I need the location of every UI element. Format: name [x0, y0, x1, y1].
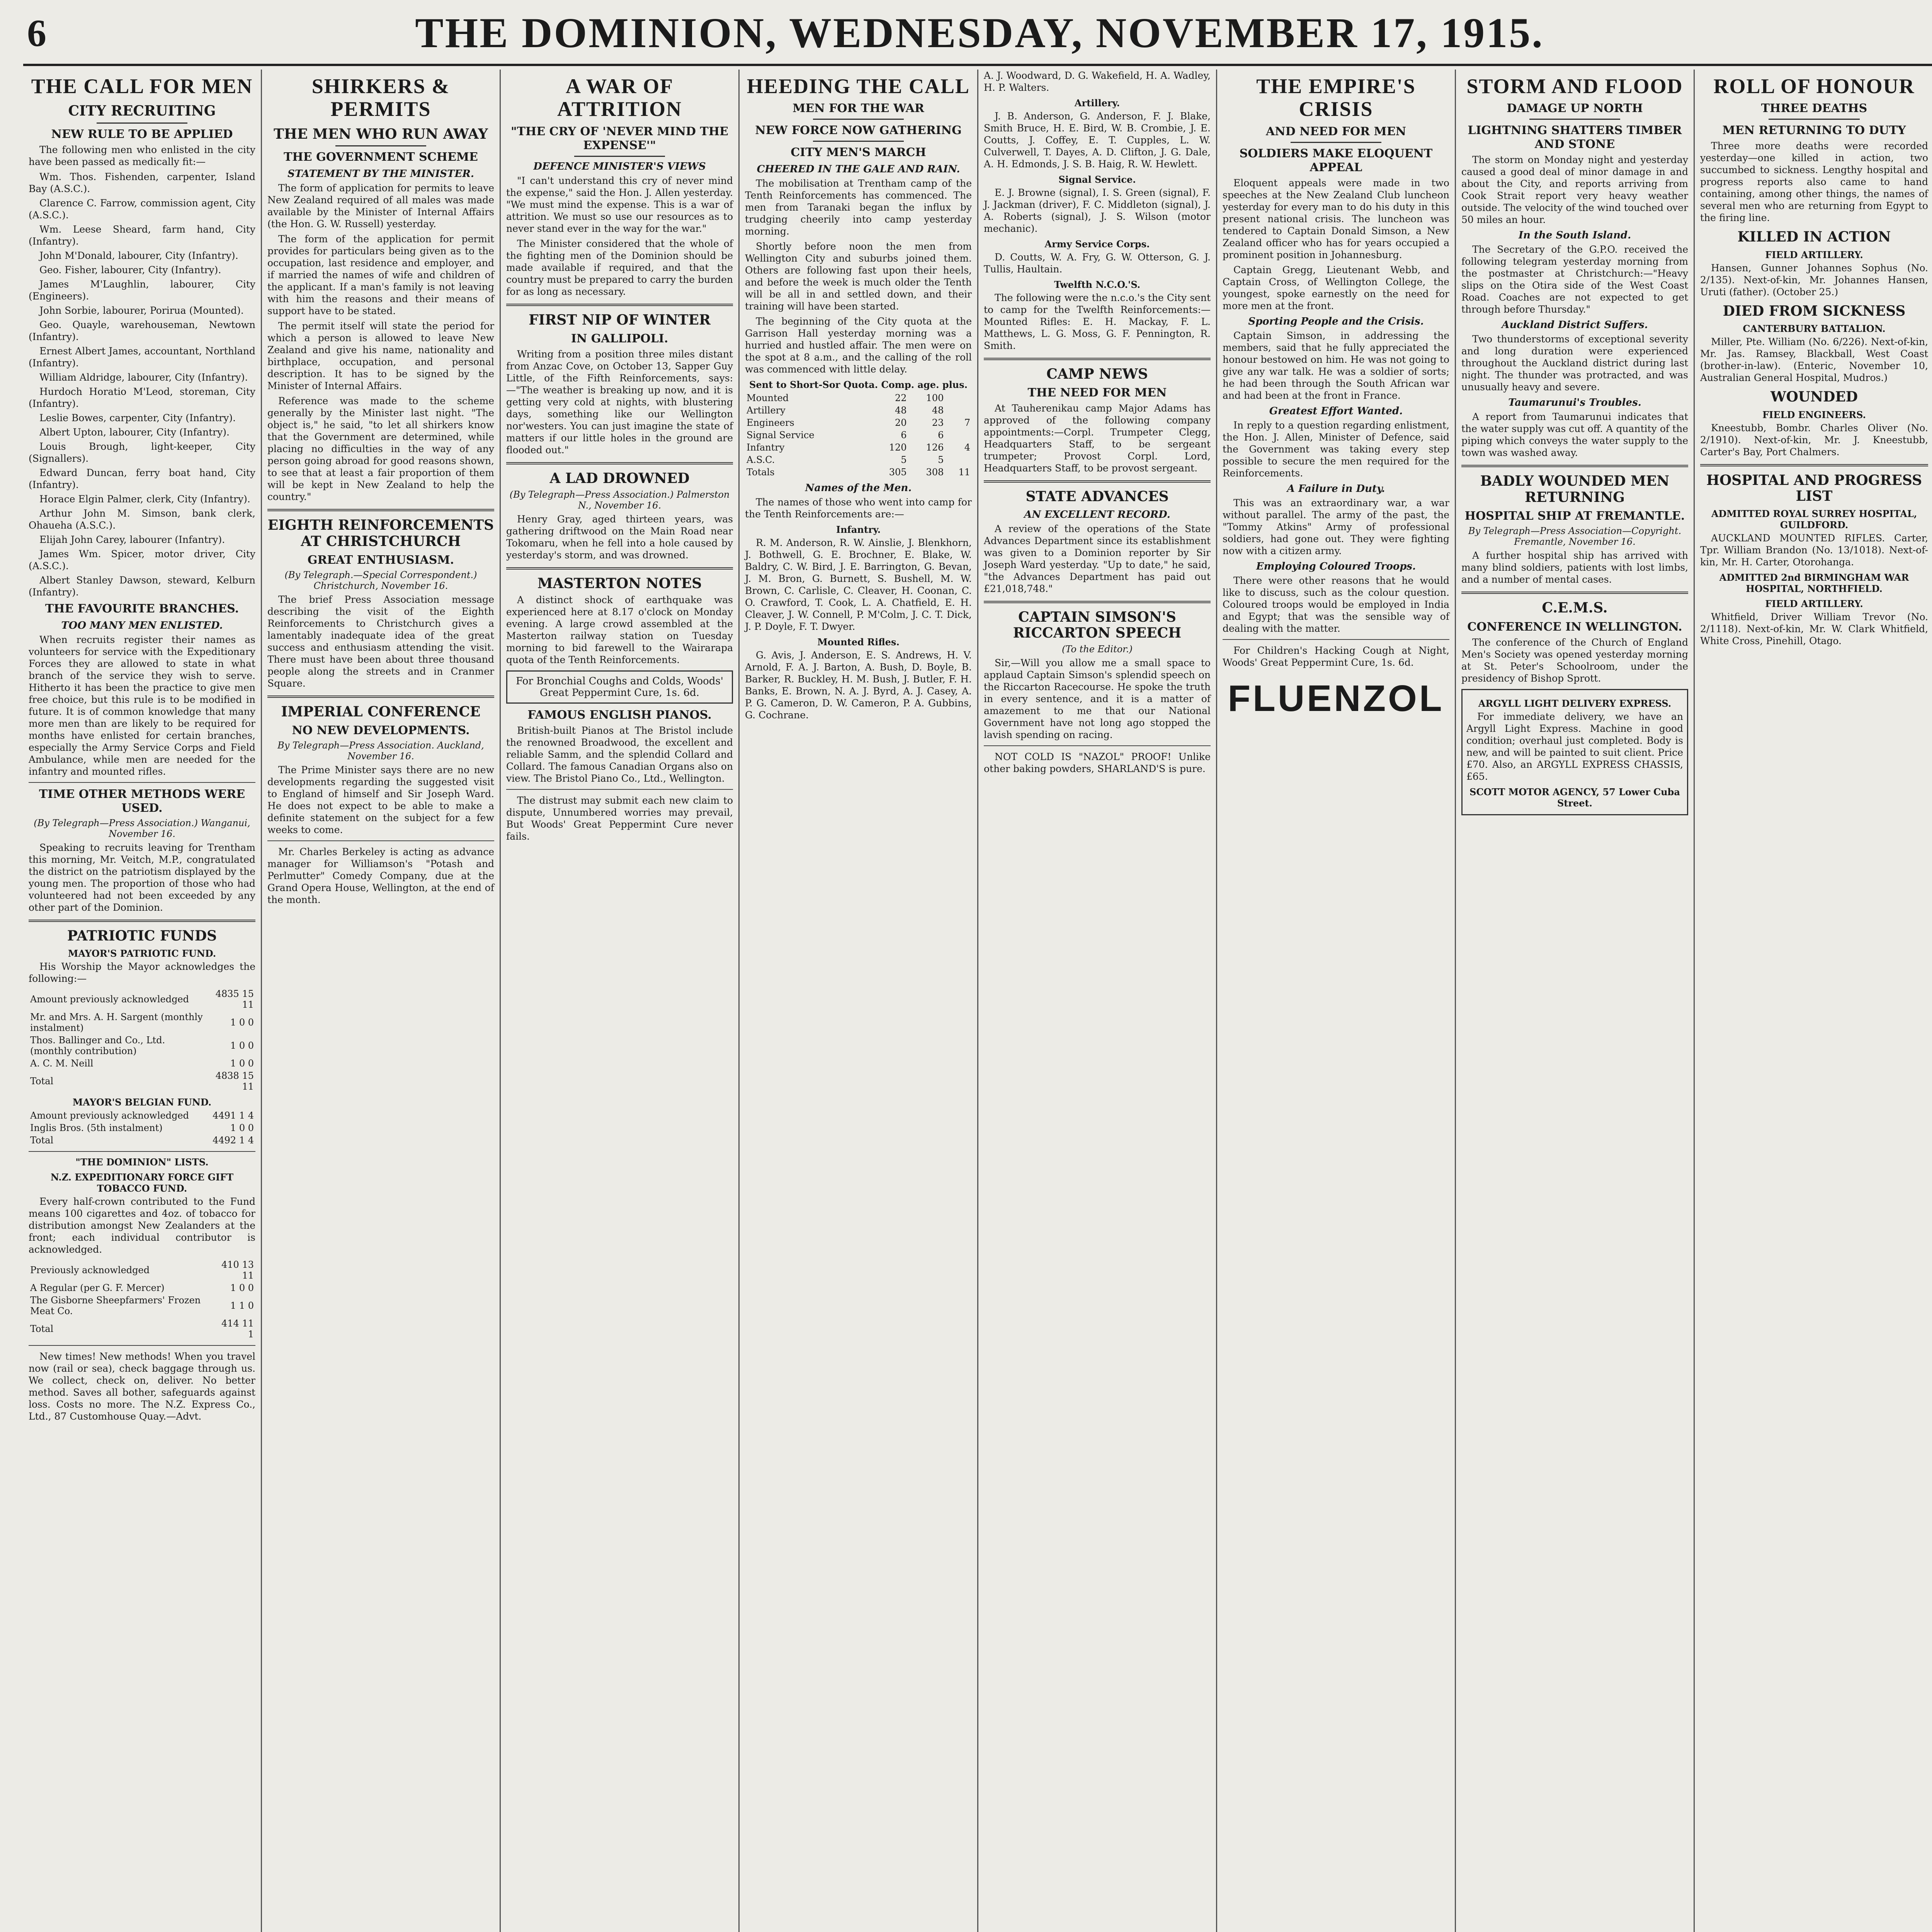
divider	[1529, 119, 1620, 120]
table-row	[29, 1011, 255, 1034]
names-intro: The names of those who went into camp for the Tenth Reinforcements are:—	[745, 497, 972, 520]
lists-sub: N.Z. EXPEDITIONARY FORCE GIFT TOBACCO FUND.	[50, 1172, 234, 1194]
fund-item: Total	[30, 1076, 54, 1087]
divider	[506, 304, 733, 306]
shirkers-body-2: The form of the application for permit provides for particulars being given as to the occupation, last residence and employer, and if married the names of wife and children of the applicant. If a man's family is not leaving with him the reasons and their means of support have to be stated.	[267, 233, 494, 317]
shirkers-body-4: Reference was made to the scheme generally by the Minister last night. "The object is," he said, "to let all shirkers know that the Government are determined, while placing no difficulties in the way of any person going abroad for good reasons shown, to see that at least a fair proportion of them will be kept in New Zealand to help the country."	[267, 395, 494, 503]
wounded-byline: By Telegraph—Press Association—Copyright. Fremantle, November 16.	[1468, 526, 1682, 548]
simson-heading: CAPTAIN SIMSON'S RICCARTON SPEECH	[1013, 609, 1182, 641]
fund-value: 410 13 11	[221, 1259, 254, 1281]
list-item: John Sorbie, labourer, Porirua (Mounted).	[39, 304, 244, 316]
column-2-sub3: STATEMENT BY THE MINISTER.	[287, 168, 474, 180]
column-4-sub4: CHEERED IN THE GALE AND RAIN.	[757, 163, 960, 175]
divider	[29, 782, 255, 783]
names-heading: Names of the Men.	[805, 482, 912, 494]
express-ad: New times! New methods! When you travel now (rail or sea), check baggage through us. We collect, check on, deliver. No better method. Saves all bother, safeguards against loss. Costs no more. The N.Z. Express Co., Ltd., 87 Customhouse Quay.—Advt.	[29, 1351, 255, 1422]
rifles-heading: Mounted Rifles.	[817, 636, 900, 648]
signal-body: E. J. Browne (signal), I. S. Green (signal), F. J. Jackman (driver), F. C. Middleton (signal), J. A. Roberts (signal), J. S. Wilson (motor mechanic).	[984, 187, 1211, 234]
column-2-sub2: THE GOVERNMENT SCHEME	[284, 150, 478, 164]
count-cell: 6	[901, 430, 907, 441]
unit-cell: A.S.C.	[747, 454, 775, 466]
table-row	[745, 429, 972, 441]
berkeley-note: Mr. Charles Berkeley is acting as advance manager for Williamson's "Potash and Perlmutter" Comedy Company, due at the Grand Opera House, Wellington, at the end of the month.	[267, 846, 494, 906]
list-item: Leslie Bowes, carpenter, City (Infantry).	[39, 412, 236, 423]
coloured-heading: Employing Coloured Troops.	[1256, 560, 1416, 572]
count-cell: 5	[938, 454, 944, 466]
argyll-body: For immediate delivery, we have an Argyll Light Express. Machine in good condition; overhaul just completed. Body is new, and will be painted to suit client. Price £70. Also, an ARGYLL EXPRESS CHASSIS, £65.	[1466, 711, 1683, 782]
divider	[267, 840, 494, 841]
cems-body: The conference of the Church of England Men's Society was opened yesterday morning at St. Peter's Schoolroom, under the presidency of Bishop Sprott.	[1461, 636, 1688, 684]
divider	[29, 1151, 255, 1152]
table-row	[29, 1317, 255, 1340]
southisland-heading: In the South Island.	[1518, 230, 1631, 242]
frost-sub: IN GALLIPOLI.	[571, 332, 668, 346]
fund-value: 1 0 0	[230, 1017, 254, 1028]
other-methods-body: Speaking to recruits leaving for Trentham this morning, Mr. Veitch, M.P., congratulated the district on the patriotism displayed by the young men. The proportion of those who had volunteered had not been exceeded by any other part of the Dominion.	[29, 842, 255, 913]
killed-heading: KILLED IN ACTION	[1737, 229, 1891, 245]
camp-heading: CAMP NEWS	[1046, 366, 1148, 382]
branches-sub: TOO MANY MEN ENLISTED.	[61, 619, 223, 631]
page-number: 6	[27, 11, 48, 54]
pianos-heading: FAMOUS ENGLISH PIANOS.	[527, 708, 712, 722]
hacking-cough-ad: For Children's Hacking Cough at Night, Woods' Great Peppermint Cure, 1s. 6d.	[1223, 645, 1449, 668]
divider	[506, 567, 733, 570]
fund-value: 1 0 0	[230, 1122, 254, 1134]
count-cell: 5	[901, 454, 907, 466]
count-cell: 100	[926, 393, 944, 404]
fund-value: 1 1 0	[230, 1300, 254, 1311]
recruits-list	[29, 171, 255, 598]
divider	[506, 462, 733, 464]
signal-heading: Signal Service.	[1058, 174, 1136, 185]
fund-value: 414 11 1	[221, 1318, 254, 1340]
count-cell: 308	[926, 467, 944, 478]
artillery-body: J. B. Anderson, G. Anderson, F. J. Blake, Smith Bruce, H. E. Bird, W. B. Crombie, J. E. Coutts, J. Coffey, E. T. Cupples, L. W. Culverwell, T. Dayes, A. D. Clifton, J. G. Dale, A. H. Edmonds, J. S. B. Haig, R. W. Hewlett.	[984, 111, 1211, 170]
table-row	[745, 441, 972, 454]
storm-body-1: The storm on Monday night and yesterday caused a good deal of minor damage in and about the City, and reports arriving from Cook Strait report very heavy weather outside. The velocity of the wind touched over 50 miles an hour.	[1461, 154, 1688, 226]
column-3-sub2: DEFENCE MINISTER'S VIEWS	[533, 160, 706, 172]
count-cell: 120	[889, 442, 907, 453]
eighth-heading: EIGHTH REINFORCEMENTS AT CHRISTCHURCH	[267, 517, 494, 549]
column-1-heading: THE CALL FOR MEN	[31, 75, 253, 98]
column-6-sub1: AND NEED FOR MEN	[1265, 124, 1406, 138]
quota-table-title: Sent to Short-Sor Quota. Comp. age. plus.	[749, 379, 968, 391]
state-heading: STATE ADVANCES	[1026, 488, 1169, 505]
divider	[574, 156, 665, 157]
names-continued: A. J. Woodward, D. G. Wakefield, H. A. Wadley, H. P. Walters.	[984, 70, 1211, 93]
killed-sub: FIELD ARTILLERY.	[1765, 249, 1863, 260]
taumarunui-body: A report from Taumarunui indicates that the water supply was cut off. A quantity of the piping which conveys the water supply to the town was washed away.	[1461, 411, 1688, 459]
count-cell: 48	[932, 405, 944, 416]
fund-item: Total	[30, 1135, 54, 1146]
fund-value: 4835 15 11	[215, 988, 254, 1010]
count-cell: 4	[964, 442, 970, 453]
rifles-body: G. Avis, J. Anderson, E. S. Andrews, H. V. Arnold, F. A. J. Barton, A. Bush, D. Boyle, B. Barker, R. Buckley, H. M. Bush, J. Butler, F. H. Banks, E. Brown, N. A. J. Byrd, A. J. Casey, A. P. G. Cameron, D. W. Cameron, P. A. Gubbins, G. Cochrane.	[745, 650, 972, 721]
table-row	[745, 404, 972, 417]
eighth-body: The brief Press Association message describing the visit of the Eighth Reinforcements to Christchurch gives a lamentably inadequate idea of the great success and enthusiasm attending the visit. There must have been about three thousand people along the streets and in Cranmer Square.	[267, 594, 494, 689]
drowned-body: Henry Gray, aged thirteen years, was gathering driftwood on the Main Road near Tokomaru, when he fell into a hole caused by yesterday's storm, and was drowned.	[506, 513, 733, 561]
list-item: Hurdoch Horatio M'Leod, storeman, City (Infantry).	[29, 386, 255, 409]
progress-sub: ADMITTED ROYAL SURREY HOSPITAL, GUILDFORD.	[1711, 508, 1917, 531]
list-item: Arthur John M. Simson, bank clerk, Ohaueha (A.S.C.).	[29, 507, 255, 531]
greatest-body: In reply to a question regarding enlistment, the Hon. J. Allen, Minister of Defence, said the Government was taking every step possible to secure the men required for the Reinforcements.	[1223, 419, 1449, 479]
imperial-sub: NO NEW DEVELOPMENTS.	[292, 724, 470, 738]
infantry-body: R. M. Anderson, R. W. Ainslie, J. Blenkhorn, J. Bothwell, G. E. Brochner, E. Blake, W. Baldry, C. W. Bird, J. E. Barrington, G. Bevan, J. M. Bron, G. Burnett, S. Bushell, M. W. Brown, C. Carlisle, C. Cleaver, H. Coonan, C. O. Crawford, T. Cook, L. A. Chatfield, E. H. Cleaver, J. W. Connell, P. M'Colm, J. C. T. Dick, J. P. Doyle, F. T. Dwyer.	[745, 537, 972, 633]
list-item: William Aldridge, labourer, City (Infantry).	[39, 371, 248, 383]
column-1-sub1: CITY RECRUITING	[68, 103, 216, 119]
table-row	[745, 392, 972, 404]
other-methods-heading: TIME OTHER METHODS WERE USED.	[39, 787, 245, 815]
table-row	[29, 1294, 255, 1317]
imperial-body: The Prime Minister says there are no new developments regarding the suggested visit to England of himself and Sir Joseph Ward. He does not expect to be able to make a definite statement on the subject for a few weeks to come.	[267, 764, 494, 836]
list-item: Ernest Albert James, accountant, Northland (Infantry).	[29, 345, 255, 369]
table-row	[29, 1134, 255, 1146]
sickness-body: Miller, Pte. William (No. 6/226). Next-of-kin, Mr. Jas. Ramsey, Blackball, West Coast (brother-in-law). (Enteric, November 10, Australian General Hospital, Mudros.)	[1700, 336, 1928, 384]
wounded-list-heading: WOUNDED	[1770, 389, 1858, 405]
wounded-list-body: Kneestubb, Bombr. Charles Oliver (No. 2/1910). Next-of-kin, Mr. J. Kneestubb, Carter's Bay, Port Chalmers.	[1700, 422, 1928, 457]
column-2-heading: SHIRKERS & PERMITS	[311, 75, 450, 121]
quota-table	[745, 392, 972, 478]
count-cell: 11	[958, 467, 970, 478]
ncos-heading: Twelfth N.C.O.'S.	[1054, 279, 1141, 290]
simson-body: Sir,—Will you allow me a small space to applaud Captain Simson's splendid speech on the Riccarton Racecourse. He spoke the truth in every sentence, and it is a matter of amazement to me that our National Government have not long ago stopped the lavish spending on racing.	[984, 657, 1211, 740]
divider	[506, 789, 733, 790]
roll-intro: Three more deaths were recorded yesterday—one killed in action, two succumbed to sickness. Lengthy hospital and progress reports also came to hand containing, among other things, the names of several men who are returning from Egypt to the firing line.	[1700, 140, 1928, 224]
wounded-list-sub: FIELD ENGINEERS.	[1762, 409, 1866, 420]
wounded-body: A further hospital ship has arrived with many blind soldiers, patients with lost limbs, and a number of mental cases.	[1461, 550, 1688, 585]
list-item: John M'Donald, labourer, City (Infantry).	[39, 250, 238, 261]
list-item: Geo. Fisher, labourer, City (Infantry).	[39, 264, 221, 276]
list-item: Edward Duncan, ferry boat hand, City (Infantry).	[29, 467, 255, 490]
birmingham-sub: FIELD ARTILLERY.	[1765, 598, 1863, 610]
table-row	[29, 1070, 255, 1093]
call-body-1: The mobilisation at Trentham camp of the Tenth Reinforcements has commenced. The men from Taranaki began the influx by trudging cheerily into camp yesterday morning.	[745, 178, 972, 237]
divider	[1461, 592, 1688, 594]
count-cell: 20	[895, 417, 907, 429]
count-cell	[945, 404, 972, 417]
divider	[97, 122, 187, 124]
fund-item: A. C. M. Neill	[30, 1058, 94, 1069]
simson-sub: (To the Editor.)	[1062, 643, 1133, 655]
masthead-rule	[23, 64, 1932, 66]
sickness-heading: DIED FROM SICKNESS	[1723, 303, 1906, 319]
column-7-sub2: LIGHTNING SHATTERS TIMBER AND STONE	[1468, 124, 1682, 151]
auckland-heading: Auckland District Suffers.	[1502, 319, 1648, 331]
funds-intro: His Worship the Mayor acknowledges the following:—	[29, 961, 255, 985]
branches-body: When recruits register their names as volunteers for service with the Expeditionary Forces they are allowed to state in what branch of the service they wish to serve. Hitherto it has been the practice to give men free choice, but this rule is to be modified in future. It is of common knowledge that many more men than are likely to be required for months have enlisted for certain branches, especially the Army Service Corps and Field Ambulance, while men are needed for the infantry and mounted rifles.	[29, 634, 255, 777]
cems-heading: C.E.M.S.	[1542, 600, 1608, 616]
divider	[984, 480, 1211, 483]
column-4	[740, 70, 978, 1932]
divider	[984, 745, 1211, 746]
fund-value: 1 0 0	[230, 1058, 254, 1069]
frost-body: Writing from a position three miles distant from Anzac Cove, on October 13, Sapper Guy Little, of the Fifth Reinforcements, says:—"The weather is breaking up now, and it is getting very cold at nights, with blustering days, something like our Wellington nor'westers. You can just imagine the state of matters if our little holes in the ground are flooded out."	[506, 349, 733, 456]
table-row	[29, 1122, 255, 1134]
column-4-heading: HEEDING THE CALL	[747, 75, 970, 98]
divider	[984, 358, 1211, 360]
unit-cell: Infantry	[747, 442, 785, 453]
count-cell: 48	[895, 405, 907, 416]
lists-heading: "THE DOMINION" LISTS.	[75, 1156, 209, 1168]
column-7-sub1: DAMAGE UP NORTH	[1507, 102, 1643, 116]
infantry-heading: Infantry.	[836, 524, 881, 536]
birmingham-body: Whitfield, Driver William Trevor (No. 2/1118). Next-of-kin, Mr. W. Clark Whitfield, White Cross, Pinehill, Otago.	[1700, 611, 1928, 647]
eighth-byline: (By Telegraph.—Special Correspondent.) Christchurch, November 16.	[284, 569, 477, 591]
fund-value: 4491 1 4	[213, 1110, 254, 1121]
divider	[1223, 639, 1449, 640]
masterton-heading: MASTERTON NOTES	[537, 575, 702, 592]
cure-verse: The distrust may submit each new claim to dispute, Unnumbered worries may prevail, But Woods' Great Peppermint Cure never fails.	[506, 794, 733, 842]
recruits-intro: The following men who enlisted in the city have been passed as medically fit:—	[29, 144, 255, 167]
unit-cell: Artillery	[747, 405, 786, 416]
frost-heading: FIRST NIP OF WINTER	[529, 311, 711, 328]
unit-cell: Mounted	[747, 393, 789, 404]
column-2-sub1: THE MEN WHO RUN AWAY	[274, 126, 488, 142]
column-3	[501, 70, 740, 1932]
divider	[267, 509, 494, 511]
unit-cell: Engineers	[747, 417, 794, 429]
column-8-heading: ROLL OF HONOUR	[1713, 75, 1915, 98]
progress-body: AUCKLAND MOUNTED RIFLES. Carter, Tpr. William Brandon (No. 13/1018). Next-of-kin, Mr. H. Carter, Otorohanga.	[1700, 532, 1928, 568]
call-body-3: The beginning of the City quota at the Garrison Hall yesterday morning was a hurried and hustled affair. The men were on the spot at 8 a.m., and the calling of the roll was commenced with little delay.	[745, 316, 972, 375]
state-sub: AN EXCELLENT RECORD.	[1024, 509, 1170, 520]
count-cell: 22	[895, 393, 907, 404]
shirkers-body-3: The permit itself will state the period for which a person is allowed to leave New Zealand and give his name, nationality and birthplace, occupation, and personal description. It has to be signed by the Minister of Internal Affairs.	[267, 320, 494, 392]
fluenzol-advert: FLUENZOL	[1228, 677, 1444, 719]
unit-cell: Signal Service	[747, 430, 815, 441]
column-6-sub2: SOLDIERS MAKE ELOQUENT APPEAL	[1239, 146, 1433, 174]
southisland-body: The Secretary of the G.P.O. received the following telegram yesterday morning from the postmaster at Christchurch:—"Heavy slips on the Otira side of the West Coast Road. Coaches are not expected to get through before Thursday."	[1461, 244, 1688, 315]
tobacco-fund-table	[29, 1259, 255, 1340]
table-row	[29, 1282, 255, 1294]
drowned-byline: (By Telegraph—Press Association.) Palmerston N., November 16.	[509, 489, 730, 511]
fund-item: Previously acknowledged	[30, 1265, 150, 1276]
divider	[813, 119, 904, 120]
table-row	[29, 1109, 255, 1122]
column-8	[1695, 70, 1932, 1932]
peppermint-ad	[506, 670, 733, 704]
count-cell: 6	[938, 430, 944, 441]
killed-body: Hansen, Gunner Johannes Sophus (No. 2/135). Next-of-kin, Mr. Johannes Hansen, Uruti (father). (October 25.)	[1700, 262, 1928, 298]
divider	[29, 920, 255, 922]
divider	[1291, 142, 1381, 143]
pianos-body: British-built Pianos at The Bristol include the renowned Broadwood, the excellent and reliable Samm, and the splendid Collard and Collard. The famous Canadian Organs also on view. The Bristol Piano Co., Ltd., Wellington.	[506, 724, 733, 784]
count-cell	[945, 454, 972, 466]
table-row	[29, 1259, 255, 1282]
cems-sub: CONFERENCE IN WELLINGTON.	[1467, 620, 1682, 634]
column-1-sub2: NEW RULE TO BE APPLIED	[51, 127, 233, 141]
column-6	[1217, 70, 1456, 1932]
column-3-heading: A WAR OF ATTRITION	[557, 75, 682, 121]
fund-value: 4492 1 4	[213, 1135, 254, 1146]
shirkers-body-1: The form of application for permits to leave New Zealand required of all males was made available by the Minister of Internal Affairs (the Hon. G. W. Russell) yesterday.	[267, 182, 494, 230]
ncos-body: The following were the n.c.o.'s the City sent to camp for the Twelfth Reinforcements:— Mounted Rifles: E. H. Mackay, F. L. Matthews, L. G. Moss, G. F. Pennington, R. Smith.	[984, 292, 1211, 351]
other-methods-byline: (By Telegraph—Press Association.) Wanganui, November 16.	[34, 817, 250, 839]
column-4-sub3: CITY MEN'S MARCH	[791, 146, 926, 160]
progress-heading: HOSPITAL AND PROGRESS LIST	[1706, 472, 1922, 504]
state-body: A review of the operations of the State Advances Department since its establishment was given to a Dominion reporter by Sir Joseph Ward yesterday. "Up to date," he said, "the Advances Department has paid out £21,018,748."	[984, 523, 1211, 594]
column-6-heading: THE EMPIRE'S CRISIS	[1256, 75, 1416, 121]
table-row	[29, 1057, 255, 1070]
fund-item: Thos. Ballinger and Co., Ltd. (monthly contribution)	[30, 1035, 165, 1057]
list-item: James M'Laughlin, labourer, City (Engineers).	[29, 278, 255, 302]
camp-body: At Tauherenikau camp Major Adams has approved of the following company appointments:—Corpl. Trumpeter Clegg, Headquarters Staff, to be sergeant trumpeter; Provost Corpl. Lord, Headquarters Staff, to be provost sergeant.	[984, 403, 1211, 474]
column-7	[1456, 70, 1695, 1932]
fund-item: The Gisborne Sheepfarmers' Frozen Meat Co.	[30, 1295, 201, 1317]
fund-item: Total	[30, 1323, 54, 1335]
column-3-sub1: "THE CRY OF 'NEVER MIND THE EXPENSE'"	[511, 124, 728, 152]
empire-body-2: Captain Gregg, Lieutenant Webb, and Captain Cross, of Wellington College, the youngest, spoke earnestly on the need for more men at the front.	[1223, 264, 1449, 311]
attrition-body-2: The Minister considered that the whole of the fighting men of the Dominion should be made available if required, and that the country must be prepared to carry the burden for as long as necessary.	[506, 238, 733, 297]
fund-value: 4838 15 11	[215, 1070, 254, 1092]
table-row	[745, 417, 972, 429]
imperial-byline: By Telegraph—Press Association. Auckland, November 16.	[277, 740, 484, 762]
fund-item: Amount previously acknowledged	[30, 994, 189, 1005]
camp-sub: THE NEED FOR MEN	[1027, 386, 1167, 400]
count-cell	[945, 392, 972, 404]
artillery-heading: Artillery.	[1074, 97, 1120, 109]
sporting-body: Captain Simson, in addressing the members, said that he fully appreciated the honour bestowed on him. He was not going to give any war talk. He was a soldier of sorts; he had been through the South African war and had been at the front in France.	[1223, 330, 1449, 401]
table-row	[29, 988, 255, 1011]
newspaper-title: THE DOMINION, WEDNESDAY, NOVEMBER 17, 1915.	[415, 9, 1544, 56]
failure-body: This was an extraordinary war, a war without parallel. The army of the past, the "Tommy Atkins" Army of professional soldiers, had gone out. They were fighting now with a citizen army.	[1223, 497, 1449, 556]
branches-heading: THE FAVOURITE BRANCHES.	[45, 602, 239, 616]
fund-value: 1 0 0	[230, 1282, 254, 1294]
sickness-sub: CANTERBURY BATTALION.	[1743, 323, 1886, 335]
imperial-heading: IMPERIAL CONFERENCE	[281, 703, 481, 720]
argyll-ad	[1461, 689, 1688, 815]
column-8-sub2: MEN RETURNING TO DUTY	[1722, 124, 1906, 138]
birmingham-heading: ADMITTED 2nd BIRMINGHAM WAR HOSPITAL, NORTHFIELD.	[1719, 572, 1909, 595]
asc-heading: Army Service Corps.	[1044, 238, 1150, 250]
column-8-sub1: THREE DEATHS	[1761, 102, 1867, 116]
baking-powder-ad: NOT COLD IS "NAZOL" PROOF! Unlike other baking powders, SHARLAND'S is pure.	[984, 751, 1211, 774]
auckland-body: Two thunderstorms of exceptional severity and long duration were experienced throughout the Auckland district during last night. The thunder was protracted, and was unusually heavy and severe.	[1461, 333, 1688, 393]
wounded-sub: HOSPITAL SHIP AT FREMANTLE.	[1464, 509, 1685, 523]
divider	[29, 1345, 255, 1346]
fund-value: 1 0 0	[230, 1040, 254, 1051]
masthead	[23, 4, 1932, 62]
list-item: Wm. Leese Sheard, farm hand, City (Infantry).	[29, 223, 255, 247]
belgian-fund-table	[29, 1109, 255, 1146]
empire-body-1: Eloquent appeals were made in two speeches at the New Zealand Club luncheon yesterday for every man to do his duty in this present national crisis. The luncheon was tendered to Captain Donald Simson, a New Zealand officer who has for years occupied a prominent position in Johannesburg.	[1223, 177, 1449, 260]
count-cell: 126	[926, 442, 944, 453]
table-row	[745, 466, 972, 478]
failure-heading: A Failure in Duty.	[1287, 483, 1385, 495]
peppermint-ad-text: For Bronchial Coughs and Colds, Woods' Great Peppermint Cure, 1s. 6d.	[516, 675, 723, 699]
column-7-heading: STORM AND FLOOD	[1466, 75, 1683, 98]
count-cell: 7	[964, 417, 970, 429]
table-row	[745, 454, 972, 466]
unit-cell: Totals	[747, 467, 775, 478]
greatest-heading: Greatest Effort Wanted.	[1269, 405, 1403, 417]
divider	[984, 601, 1211, 603]
list-item: Clarence C. Farrow, commission agent, City (A.S.C.).	[29, 197, 255, 221]
list-item: Wm. Thos. Fishenden, carpenter, Island Bay (A.S.C.).	[29, 171, 255, 194]
list-item: Louis Brough, light-keeper, City (Signallers).	[29, 440, 255, 464]
count-cell: 305	[889, 467, 907, 478]
eighth-sub: GREAT ENTHUSIASM.	[307, 553, 454, 567]
divider	[1769, 119, 1860, 120]
list-item: Geo. Quayle, warehouseman, Newtown (Infantry).	[29, 319, 255, 342]
divider	[1461, 465, 1688, 467]
masterton-body: A distinct shock of earthquake was experienced here at 8.17 o'clock on Monday evening. A large crowd assembled at the Masterton railway station on Tuesday morning to bid farewell to the Wairarapa quota of the Tenth Reinforcements.	[506, 594, 733, 665]
divider	[267, 696, 494, 698]
belgian-fund-heading: MAYOR'S BELGIAN FUND.	[72, 1097, 212, 1108]
sporting-heading: Sporting People and the Crisis.	[1248, 315, 1424, 327]
argyll-heading: ARGYLL LIGHT DELIVERY EXPRESS.	[1478, 697, 1672, 709]
table-row	[29, 1034, 255, 1057]
coloured-body: There were other reasons that he would like to discuss, such as the colour question. Coloured troops would be employed in India and Egypt; that was the sensible way of dealing with the matter.	[1223, 575, 1449, 634]
list-item: Horace Elgin Palmer, clerk, City (Infantry).	[39, 493, 250, 505]
list-item: Elijah John Carey, labourer (Infantry).	[39, 534, 225, 545]
divider	[813, 141, 904, 142]
asc-body: D. Coutts, W. A. Fry, G. W. Otterson, G. J. Tullis, Haultain.	[984, 252, 1211, 275]
call-body-2: Shortly before noon the men from Wellington City and suburbs joined them. Others are following fast upon their heels, and before the week is much older the Tenth will be all in and settled down, and their training will have been started.	[745, 241, 972, 312]
list-item: Albert Stanley Dawson, steward, Kelburn (Infantry).	[29, 574, 255, 598]
fund-item: Amount previously acknowledged	[30, 1110, 189, 1121]
columns	[23, 70, 1932, 1932]
fund-item: Mr. and Mrs. A. H. Sargent (monthly instalment)	[30, 1012, 203, 1034]
column-4-sub2: NEW FORCE NOW GATHERING	[755, 124, 962, 138]
mayors-fund-table	[29, 988, 255, 1093]
list-item: Albert Upton, labourer, City (Infantry).	[39, 426, 230, 438]
fund-item: A Regular (per G. F. Mercer)	[30, 1282, 165, 1294]
column-2	[262, 70, 501, 1932]
list-item: James Wm. Spicer, motor driver, City (A.S.C.).	[29, 548, 255, 571]
funds-heading: PATRIOTIC FUNDS	[67, 927, 217, 944]
count-cell	[945, 429, 972, 441]
divider	[335, 145, 426, 146]
funds-sub: MAYOR'S PATRIOTIC FUND.	[68, 948, 216, 959]
column-4-sub1: MEN FOR THE WAR	[793, 102, 924, 116]
argyll-address: SCOTT MOTOR AGENCY, 57 Lower Cuba Street.	[1469, 786, 1680, 809]
lists-body: Every half-crown contributed to the Fund means 100 cigarettes and 4oz. of tobacco for distribution amongst New Zealanders at the front; each individual contributor is acknowledged.	[29, 1196, 255, 1255]
column-5	[978, 70, 1217, 1932]
column-1	[23, 70, 262, 1932]
count-cell: 23	[932, 417, 944, 429]
taumarunui-heading: Taumarunui's Troubles.	[1508, 397, 1641, 409]
wounded-heading: BADLY WOUNDED MEN RETURNING	[1480, 473, 1670, 505]
fund-item: Inglis Bros. (5th instalment)	[30, 1122, 163, 1134]
divider	[1700, 464, 1928, 466]
drowned-heading: A LAD DROWNED	[549, 470, 690, 487]
attrition-body-1: "I can't understand this cry of never mind the expense," said the Hon. J. Allen yesterday. "We must mind the expense. This is a war of attrition. We must so use our resources as to never stand ever in the way for the war."	[506, 175, 733, 234]
